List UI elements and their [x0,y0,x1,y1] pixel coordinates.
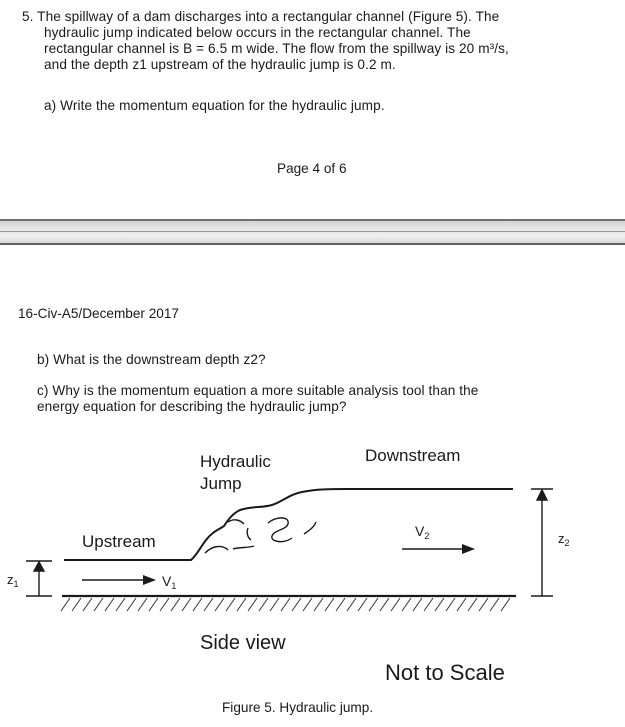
question-part-a: a) Write the momentum equation for the hydraulic jump. [44,98,385,113]
z1-label: $z_1$ [7,572,19,589]
jump-label: Jump [200,474,242,493]
figure-caption: Figure 5. Hydraulic jump. [222,700,374,715]
page-number: Page 4 of 6 [277,161,347,176]
turbulence-marks [205,518,316,553]
question-line-1: 5. The spillway of a dam discharges into a rectangular channel (Figure 5). The [22,9,500,24]
v1-label: $V_1$ [162,573,177,591]
question-line-4: and the depth z1 upstream of the hydraulic jump is 0.2 m. [44,57,396,72]
question-line-3: rectangular channel is B = 6.5 m wide. The flow from the spillway is 20 m³/s, [44,41,509,56]
hydraulic-label: Hydraulic [200,452,271,471]
question-line-2: hydraulic jump indicated below occurs in the rectangular channel. The [44,25,471,40]
page-header: 16-Civ-A5/December 2017 [18,306,179,321]
downstream-label: Downstream [365,446,461,465]
side-view-label: Side view [200,632,286,654]
v1-arrow [82,575,156,585]
v2-arrow [402,544,475,554]
z2-label: $z_2$ [558,531,570,548]
question-part-b: b) What is the downstream depth z2? [37,352,266,367]
z1-dimension [26,561,52,596]
bed-hatching [61,598,510,611]
hydraulic-jump-figure [0,440,625,727]
z2-dimension [531,489,553,596]
not-to-scale-label: Not to Scale [385,660,505,685]
v2-label: $V_2$ [415,523,430,541]
question-part-c-line-1: c) Why is the momentum equation a more suitable analysis tool than the [37,383,479,398]
page-divider [0,219,625,245]
upstream-label: Upstream [82,532,156,551]
question-part-c-line-2: energy equation for describing the hydraulic jump? [37,399,347,414]
